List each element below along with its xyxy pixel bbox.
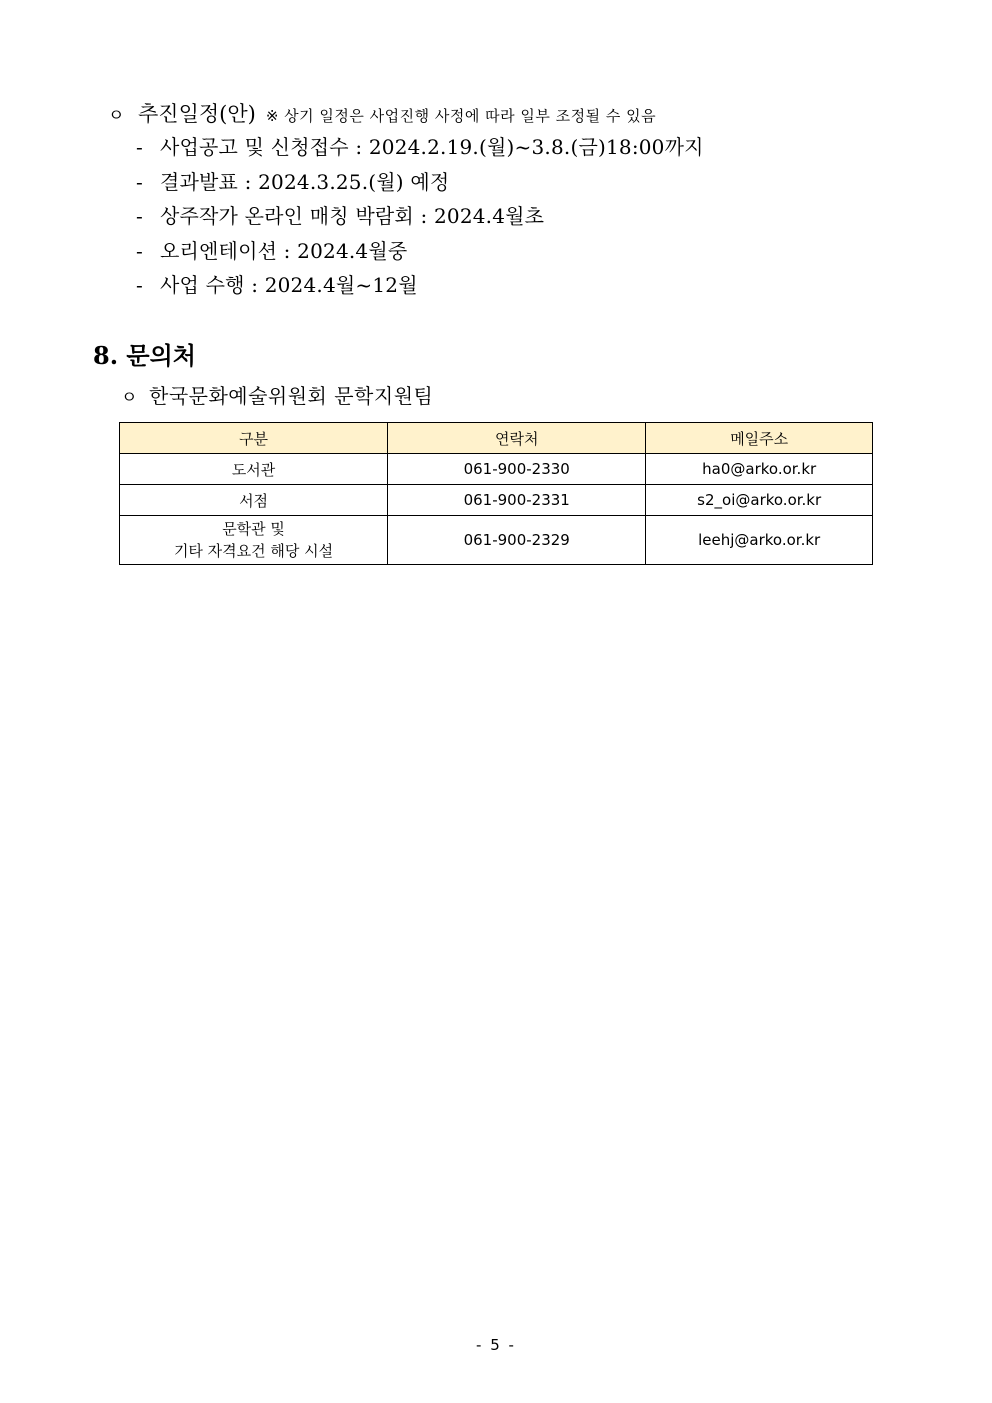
contact-organization bbox=[121, 380, 433, 409]
circle-bullet-icon: ㅇ bbox=[121, 388, 138, 408]
schedule-item-announcement: - 사업공고 및 신청접수 : 2024.2.19.(월)~3.8.(금)18:00까지 bbox=[108, 130, 704, 165]
dash-bullet: - bbox=[136, 169, 143, 194]
schedule-item-project: - 사업 수행 : 2024.4월~12월 bbox=[108, 268, 704, 303]
schedule-item-results: - 결과발표 : 2024.3.25.(월) 예정 bbox=[108, 165, 704, 200]
category-line: 기타 자격요건 해당 시설 bbox=[173, 542, 334, 560]
dash-bullet: - bbox=[136, 238, 143, 263]
contact-section bbox=[93, 338, 433, 409]
header-category: 구분 bbox=[120, 423, 388, 454]
dash-bullet: - bbox=[136, 204, 143, 229]
section-title: 8. 문의처 bbox=[93, 341, 196, 370]
schedule-item-orientation: - 오리엔테이션 : 2024.4월중 bbox=[108, 234, 704, 269]
category-cell bbox=[120, 516, 388, 565]
category-cell: 도서관 bbox=[120, 454, 388, 485]
header-phone: 연락처 bbox=[388, 423, 646, 454]
schedule-title: 추진일정(안) bbox=[138, 102, 256, 126]
schedule-note: ※ 상기 일정은 사업진행 사정에 따라 일부 조정될 수 있음 bbox=[265, 107, 657, 125]
circle-bullet-icon: ㅇ bbox=[108, 106, 125, 126]
schedule-list bbox=[108, 130, 704, 303]
table-row bbox=[120, 485, 873, 516]
phone-cell: 061-900-2331 bbox=[388, 485, 646, 516]
email-cell: ha0@arko.or.kr bbox=[646, 454, 873, 485]
email-cell: s2_oi@arko.or.kr bbox=[646, 485, 873, 516]
page-number: - 5 - bbox=[476, 1336, 516, 1354]
schedule-section bbox=[108, 98, 704, 303]
email-cell: leehj@arko.or.kr bbox=[646, 516, 873, 565]
schedule-heading bbox=[108, 98, 704, 130]
phone-cell: 061-900-2330 bbox=[388, 454, 646, 485]
table-header-row bbox=[120, 423, 873, 454]
table-row bbox=[120, 454, 873, 485]
header-email: 메일주소 bbox=[646, 423, 873, 454]
table-row bbox=[120, 516, 873, 565]
category-line: 문학관 및 bbox=[222, 520, 285, 538]
dash-bullet: - bbox=[136, 273, 143, 298]
schedule-item-matching-fair: - 상주작가 온라인 매칭 박람회 : 2024.4월초 bbox=[108, 199, 704, 234]
phone-cell: 061-900-2329 bbox=[388, 516, 646, 565]
organization-name: 한국문화예술위원회 문학지원팀 bbox=[149, 384, 434, 408]
contact-table bbox=[119, 422, 873, 565]
dash-bullet: - bbox=[136, 135, 143, 159]
category-cell: 서점 bbox=[120, 485, 388, 516]
